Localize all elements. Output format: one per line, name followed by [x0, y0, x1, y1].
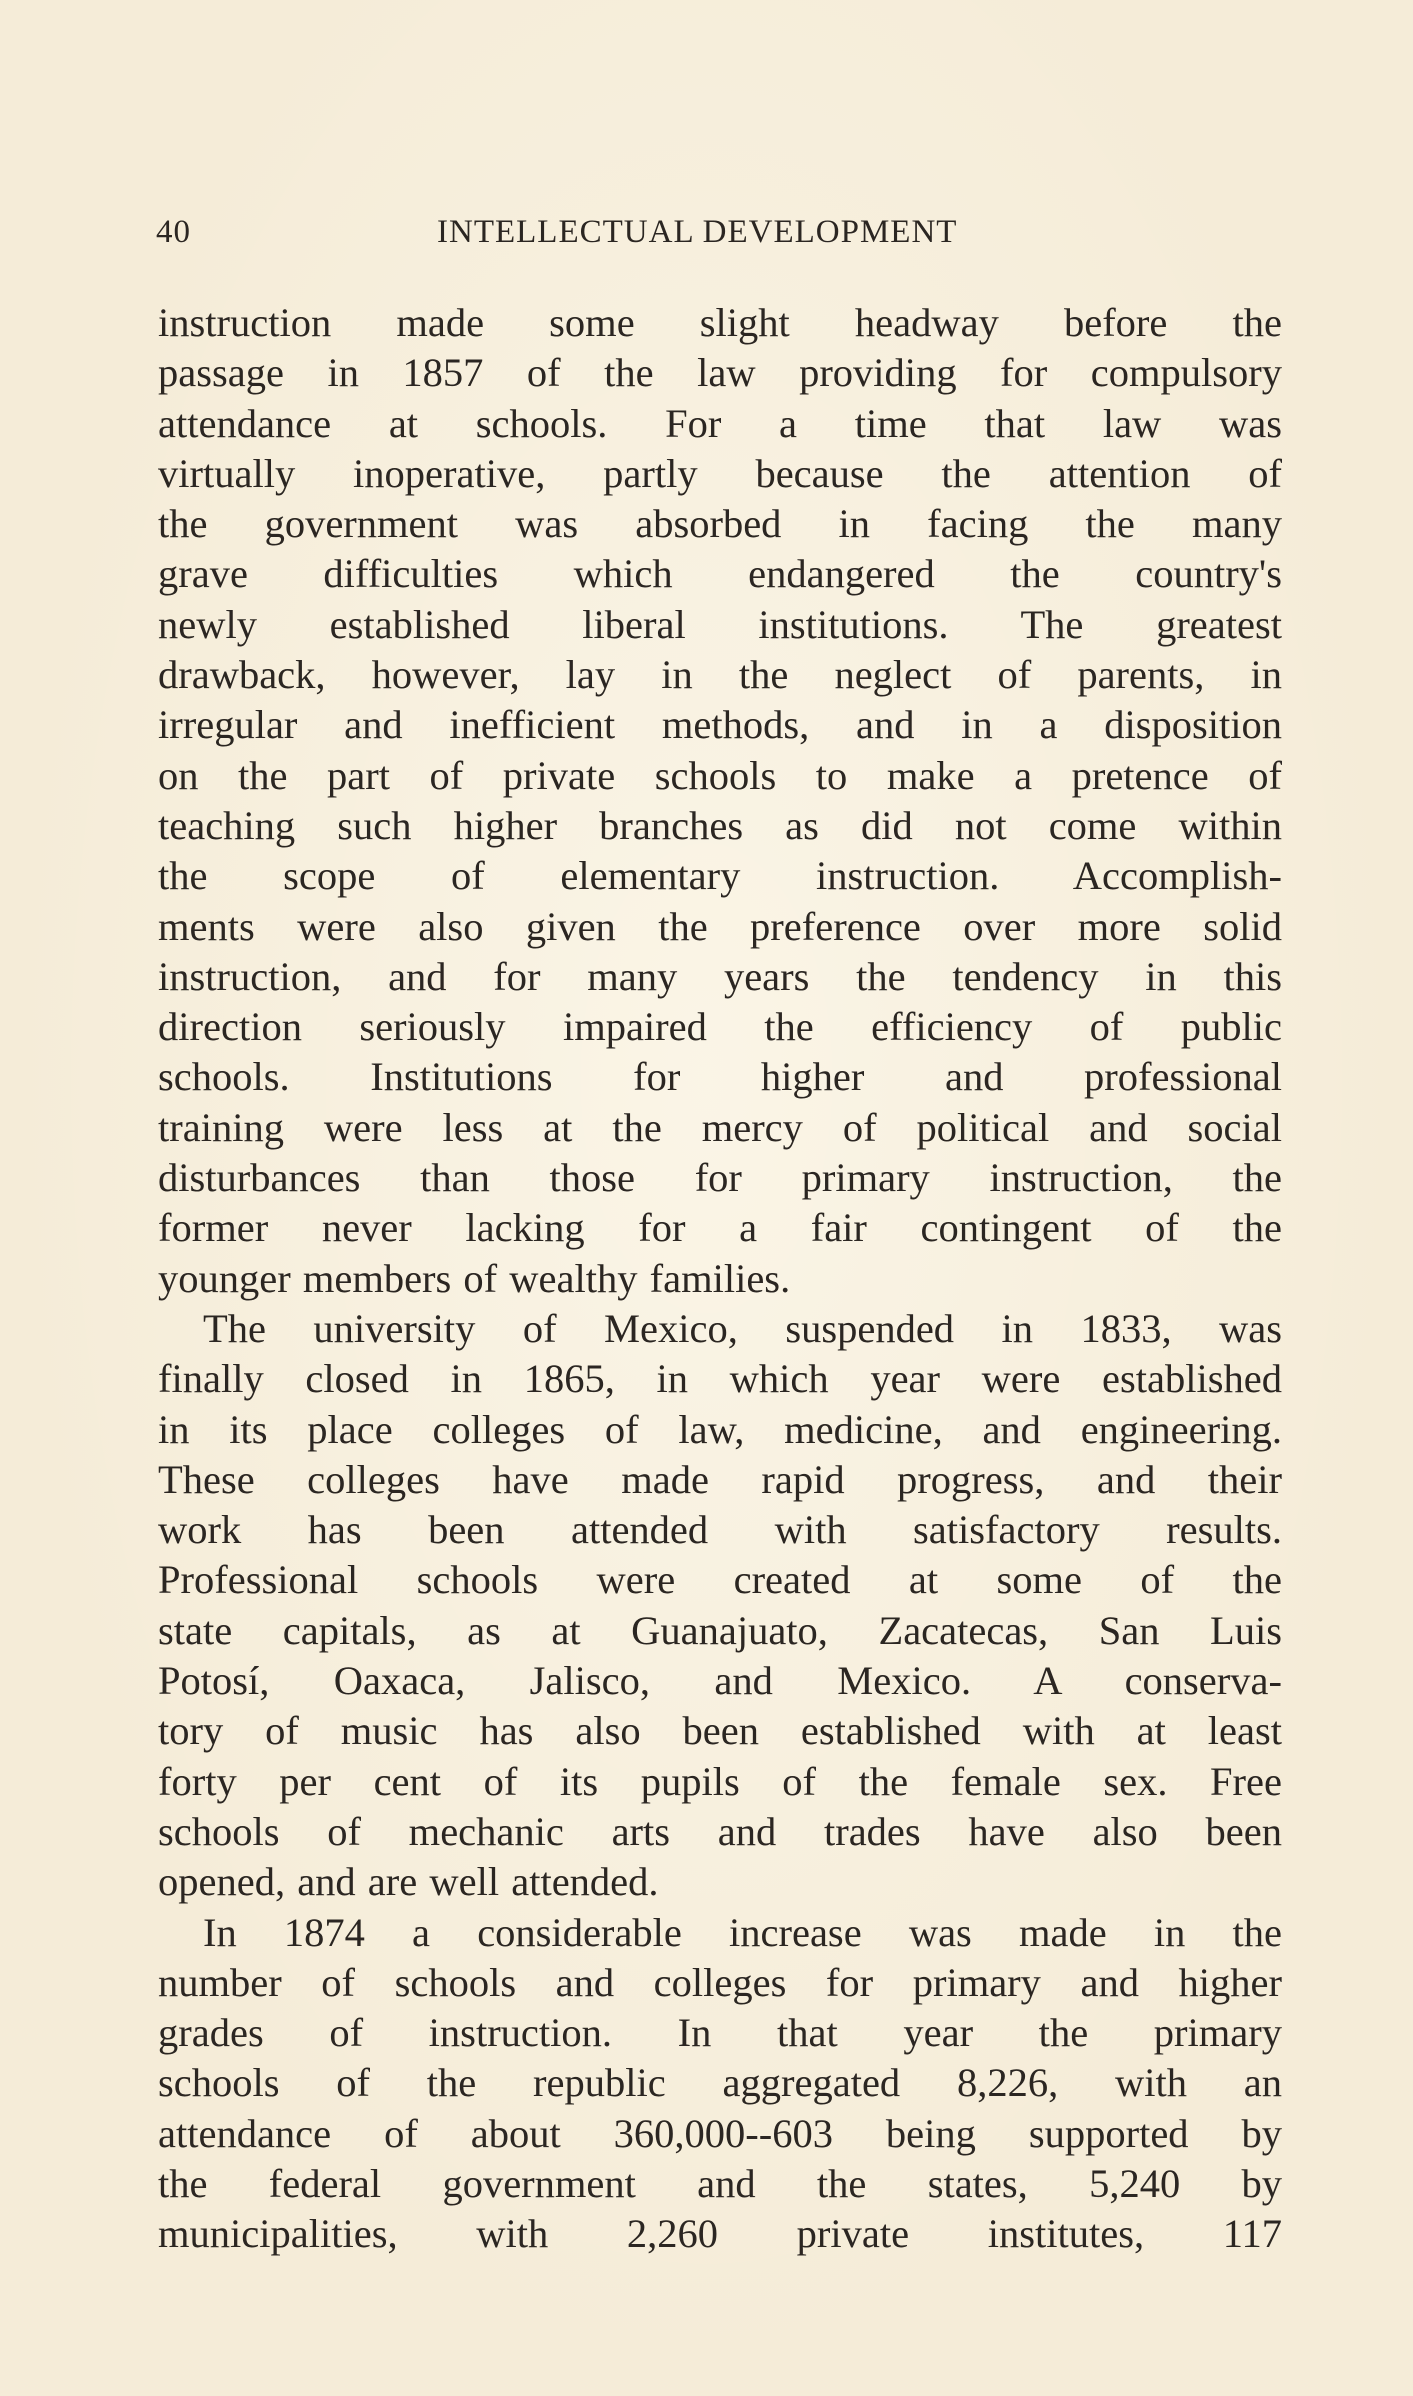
page-number: 40 [156, 214, 191, 250]
text-line: direction seriously impaired the efficiency of public [158, 1004, 1282, 1050]
paragraph-1 [158, 298, 1282, 1304]
text-line: training were less at the mercy of political and social [158, 1104, 1282, 1150]
body-text [158, 298, 1282, 2260]
text-line: virtually inoperative, partly because the attention of [158, 450, 1282, 496]
text-line: The university of Mexico, suspended in 1833, was [203, 1305, 1282, 1351]
text-line: tory of music has also been established with at least [158, 1708, 1282, 1754]
paragraph-2 [158, 1304, 1282, 1908]
text-line: irregular and inefficient methods, and in a disposition [158, 702, 1282, 748]
paragraph-3 [158, 1908, 1282, 2260]
text-line: disturbances than those for primary instruction, the [158, 1155, 1282, 1201]
text-line: work has been attended with satisfactory results. [158, 1507, 1282, 1553]
text-line: teaching such higher branches as did not come within [158, 802, 1282, 848]
text-line: the federal government and the states, 5,240 by [158, 2160, 1282, 2206]
text-line: Potosí, Oaxaca, Jalisco, and Mexico. A conserva- [158, 1658, 1282, 1704]
text-line: schools of the republic aggregated 8,226, with an [158, 2060, 1282, 2106]
text-line: grave difficulties which endangered the country's [158, 551, 1282, 597]
text-line: These colleges have made rapid progress, and their [158, 1456, 1282, 1502]
text-line: In 1874 a considerable increase was made in the [203, 1909, 1282, 1955]
text-line: on the part of private schools to make a pretence of [158, 752, 1282, 798]
text-line: schools of mechanic arts and trades have also been [158, 1808, 1282, 1854]
text-line: state capitals, as at Guanajuato, Zacatecas, San Luis [158, 1607, 1282, 1653]
running-head: INTELLECTUAL DEVELOPMENT [437, 214, 958, 250]
text-line: forty per cent of its pupils of the female sex. Free [158, 1758, 1282, 1804]
text-line: passage in 1857 of the law providing for compulsory [158, 350, 1282, 396]
text-line: in its place colleges of law, medicine, and engineering. [158, 1406, 1282, 1452]
text-line: number of schools and colleges for primary and higher [158, 1959, 1282, 2005]
page-header [156, 214, 1286, 254]
text-line: attendance of about 360,000--603 being supported by [158, 2110, 1282, 2156]
text-line: newly established liberal institutions. The greatest [158, 601, 1282, 647]
text-line: municipalities, with 2,260 private institutes, 117 [158, 2211, 1282, 2257]
text-line: the government was absorbed in facing the many [158, 501, 1282, 547]
text-line: grades of instruction. In that year the primary [158, 2010, 1282, 2056]
text-line: drawback, however, lay in the neglect of parents, in [158, 652, 1282, 698]
text-line: younger members of wealthy families. [158, 1255, 791, 1301]
text-line: ments were also given the preference over more solid [158, 903, 1282, 949]
text-line: schools. Institutions for higher and professional [158, 1054, 1282, 1100]
text-line: finally closed in 1865, in which year were established [158, 1356, 1282, 1402]
text-line: instruction, and for many years the tendency in this [158, 953, 1282, 999]
text-line: instruction made some slight headway before the [158, 300, 1282, 345]
text-line: Professional schools were created at some of the [158, 1557, 1282, 1603]
text-line: former never lacking for a fair contingent of the [158, 1205, 1282, 1251]
text-line: the scope of elementary instruction. Accomplish- [158, 853, 1282, 899]
text-line: opened, and are well attended. [158, 1859, 659, 1905]
text-line: attendance at schools. For a time that law was [158, 400, 1282, 446]
